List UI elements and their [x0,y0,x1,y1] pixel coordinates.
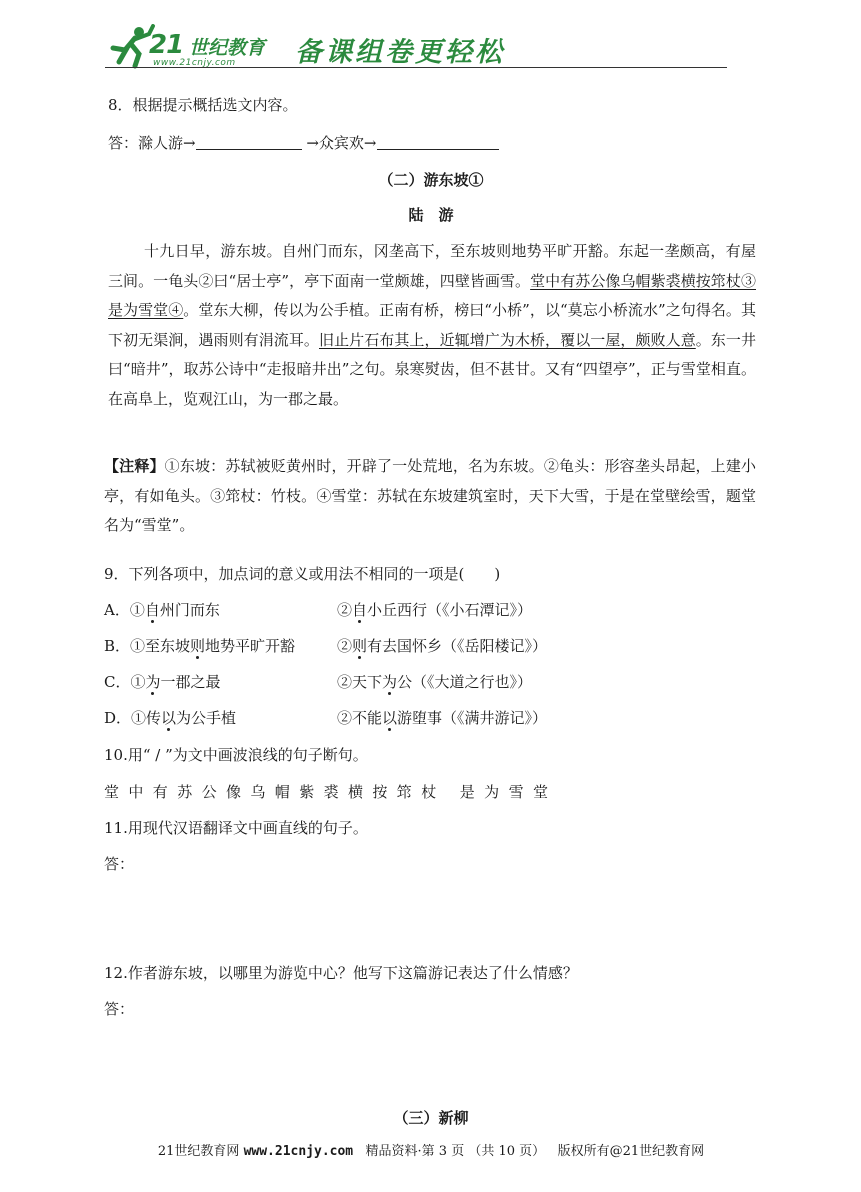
option-a-left-pre: A．① [104,601,145,619]
header-divider [105,67,727,68]
underlined-sentence: 旧止片石布其上，近辄增广为木桥，覆以一屋，颇败人意 [319,330,696,349]
question-10-sentence: 堂中有苏公像乌帽紫裘横按筇杖 是为雪堂 [104,783,558,801]
section-2-author: 陆 游 [408,206,454,224]
option-d-left-post: 为公手植 [176,709,237,727]
option-d-right [337,707,547,729]
footer-site-name: 21世纪教育网 [157,1144,240,1159]
answer-blank-1[interactable] [196,133,302,150]
option-a-right-dotted: 自 [352,601,368,619]
option-c-right-dotted: 为 [382,673,398,691]
footer-url[interactable]: www.21cnjy.com [243,1144,354,1159]
annotation-text: ①东坡：苏轼被贬黄州时，开辟了一处荒地，名为东坡。②龟头：形容垄头昂起，上建小亭，有如龟头。③筇杖：竹枝。④雪堂：苏轼在东坡建筑室时，天下大雪，于是在堂壁绘雪，题堂名为“雪堂”。 [104,457,756,534]
option-b-right-post: 有去国怀乡（《岳阳楼记》） [367,637,548,655]
wavy-underlined-sentence: 堂中有苏公像乌帽紫裘横按筇杖③是为雪堂④ [108,271,756,319]
question-12-answer-label[interactable]: 答： [104,1000,135,1018]
footer-copyright: 版权所有@21世纪教育网 [557,1144,705,1159]
option-c-right [337,671,532,693]
option-d-left-pre: D．①传 [104,709,162,727]
option-d[interactable] [104,707,664,729]
answer-mid: →众宾欢→ [306,134,377,152]
question-11-answer-label[interactable]: 答： [104,855,135,873]
annotation [104,452,756,541]
page-footer [108,1140,754,1159]
option-c-right-pre: ②天下 [337,673,383,691]
question-8-answer [108,132,499,154]
section-2-title: （二）游东坡① [378,171,484,189]
question-9: 9．下列各项中，加点词的意义或用法不相同的一项是( ) [104,565,501,583]
option-d-left-dotted: 以 [161,709,177,727]
option-c[interactable] [104,671,664,693]
header-slogan: 备课组卷更轻松 [295,37,505,68]
passage-part-3: 。东一井曰“暗井”，取苏公诗中“走报暗井出”之句。泉寒熨齿，但不甚甘。又有“四望亭”，正与雪堂相直。在高阜上，览观江山，为一郡之最。 [108,330,756,408]
passage-part-1: 十九日早，游东坡。自州门而东，冈垄高下，至东坡则地势平旷开豁。东起一垄颇高，有屋三间。一龟头②曰“居士亭”，亭下面南一堂颇雄，四壁皆画雪。 [108,242,756,290]
option-b-right-pre: ② [337,637,353,655]
option-b-left-post: 地势平旷开豁 [205,637,296,655]
option-a-right-pre: ② [337,601,353,619]
logo-number: 21 [149,30,184,60]
passage-text [108,237,756,414]
option-b-right-dotted: 则 [352,637,368,655]
question-11: 11.用现代汉语翻译文中画直线的句子。 [104,819,368,837]
option-d-right-pre: ②不能 [337,709,383,727]
answer-blank-2[interactable] [377,133,499,150]
option-a-left-post: 州门而东 [159,601,220,619]
option-c-right-post: 公（《大道之行也》） [397,673,533,691]
option-a-left-dotted: 自 [144,601,160,619]
option-a-right [337,599,532,621]
footer-page-info: 精品资料·第 3 页 （共 10 页） [365,1144,546,1159]
option-c-left-post: 一郡之最 [160,673,221,691]
option-b[interactable] [104,635,664,657]
annotation-label: 【注释】 [104,457,165,475]
option-b-right [337,635,547,657]
option-a[interactable] [104,599,664,621]
logo-url: www.21cnjy.com [153,58,236,68]
option-c-left-dotted: 为 [145,673,161,691]
question-12: 12.作者游东坡，以哪里为游览中心？他写下这篇游记表达了什么情感？ [104,964,578,982]
section-3-title: （三）新柳 [393,1109,469,1127]
option-a-right-post: 小丘西行（《小石潭记》） [367,601,533,619]
site-logo [105,24,725,72]
logo-text: 世纪教育 [189,37,266,59]
option-b-left-dotted: 则 [190,637,206,655]
question-10: 10.用“ / ”为文中画波浪线的句子断句。 [104,746,368,764]
option-c-left-pre: C．① [104,673,146,691]
option-d-right-dotted: 以 [382,709,398,727]
passage-part-2: 。堂东大柳，传以为公手植。正南有桥，榜曰“小桥”，以“莫忘小桥流水”之句得名。其下初无渠涧，遇雨则有涓流耳。 [108,301,756,349]
question-8: 8．根据提示概括选文内容。 [108,96,298,114]
answer-prefix: 答：滁人游→ [108,134,196,152]
option-d-right-post: 游堕事（《满井游记》） [397,709,548,727]
option-b-left-pre: B．①至东坡 [104,637,191,655]
